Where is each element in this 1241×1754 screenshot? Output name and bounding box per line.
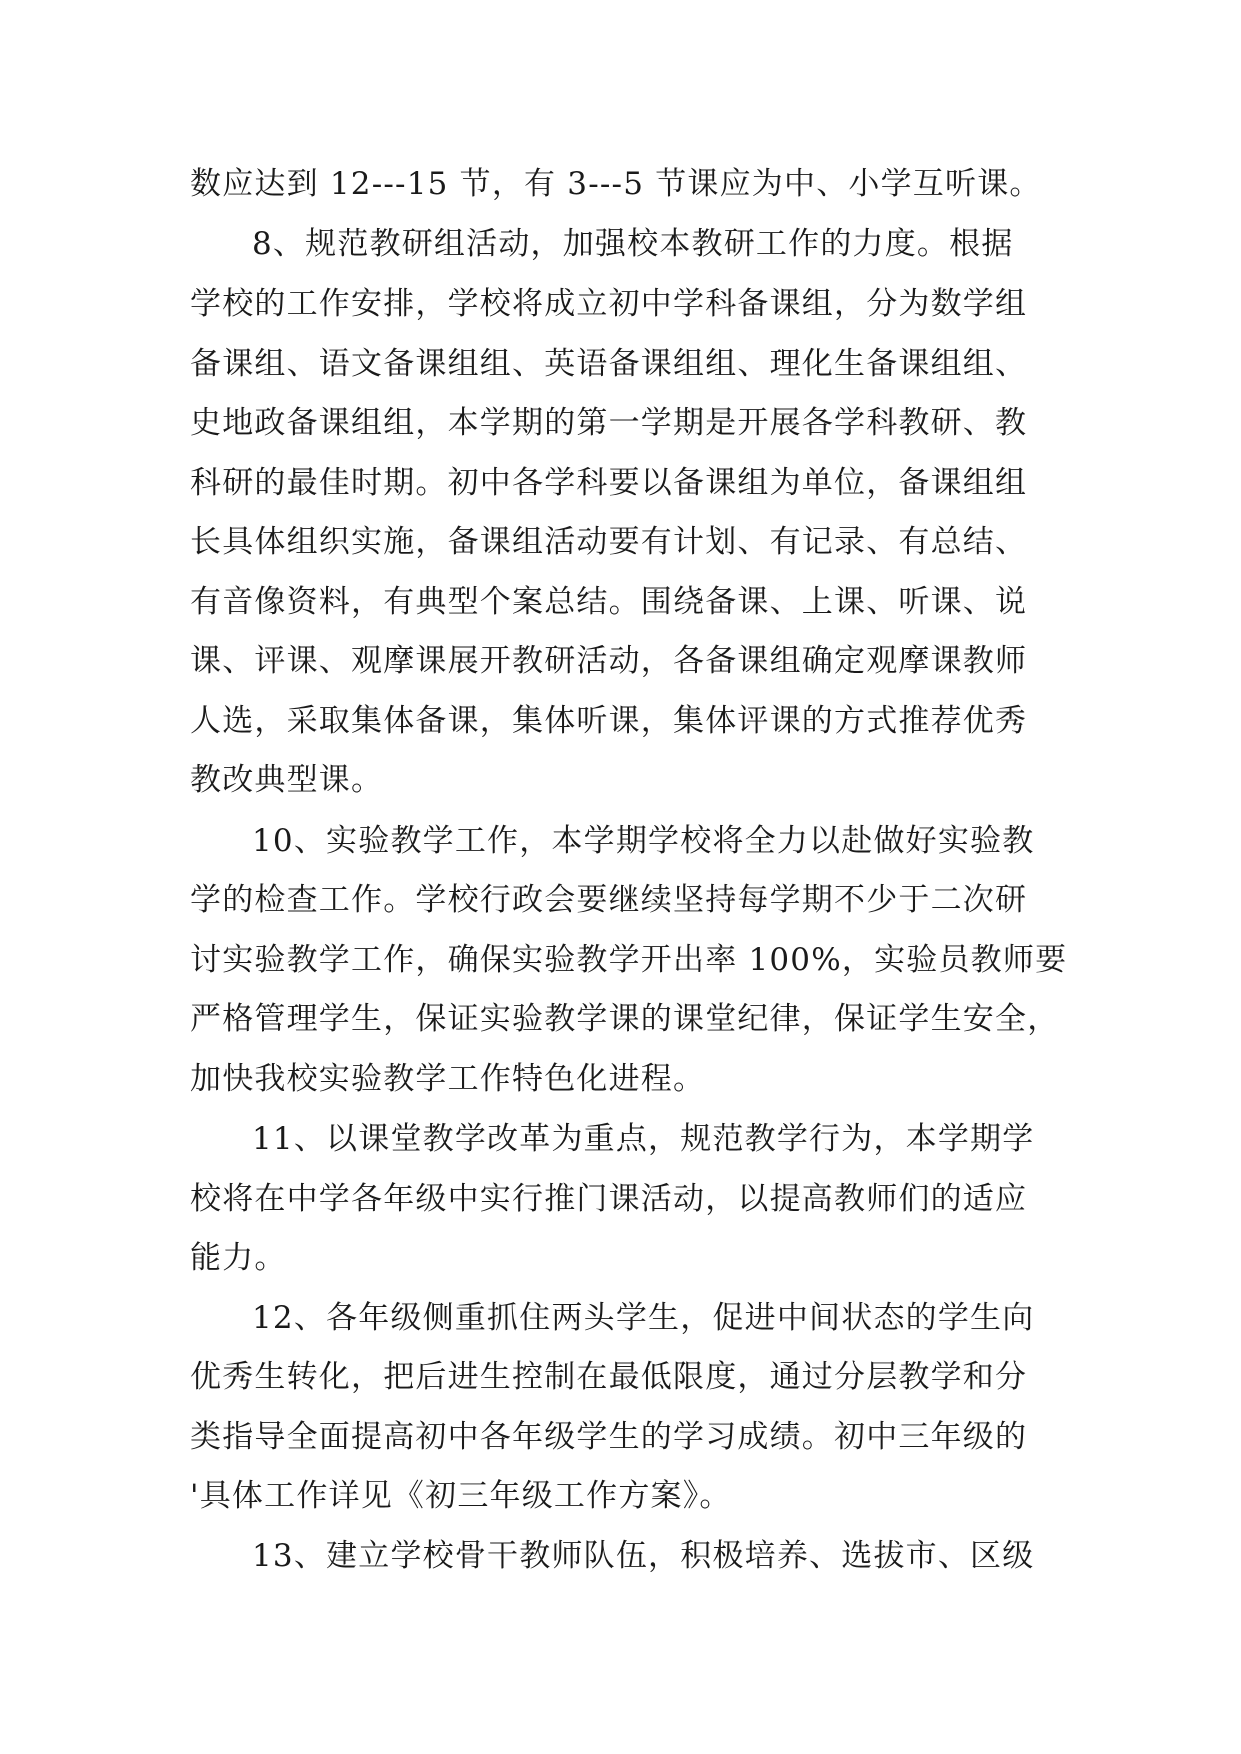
paragraph-11-line-1: 11、以课堂教学改革为重点，规范教学行为，本学期学 (252, 1121, 1035, 1157)
text-line: 优秀生转化，把后进生控制在最低限度，通过分层教学和分 (190, 1359, 1028, 1395)
text-line: 人选，采取集体备课，集体听课，集体评课的方式推荐优秀 (190, 703, 1028, 739)
text-line: 数应达到 12---15 节，有 3---5 节课应为中、小学互听课。 (190, 166, 1042, 202)
text-line: 教改典型课。 (190, 762, 384, 798)
text-line: 类指导全面提高初中各年级学生的学习成绩。初中三年级的 (190, 1419, 1028, 1455)
text-line: 学的检查工作。学校行政会要继续坚持每学期不少于二次研 (190, 882, 1028, 918)
text-line: 校将在中学各年级中实行推门课活动，以提高教师们的适应 (190, 1181, 1028, 1217)
text-line: 学校的工作安排，学校将成立初中学科备课组，分为数学组 (190, 286, 1028, 322)
text-line: 有音像资料，有典型个案总结。围绕备课、上课、听课、说 (190, 584, 1028, 620)
text-line: 长具体组织实施，备课组活动要有计划、有记录、有总结、 (190, 524, 1028, 560)
paragraph-12-line-1: 12、各年级侧重抓住两头学生，促进中间状态的学生向 (252, 1300, 1035, 1336)
text-line: 备课组、语文备课组组、英语备课组组、理化生备课组组、 (190, 346, 1028, 382)
paragraph-10-line-1: 10、实验教学工作，本学期学校将全力以赴做好实验教 (252, 823, 1035, 859)
text-line: 能力。 (190, 1240, 287, 1276)
paragraph-13-line-1: 13、建立学校骨干教师队伍，积极培养、选拔市、区级 (252, 1538, 1035, 1574)
text-line: '具体工作详见《初三年级工作方案》。 (190, 1478, 732, 1514)
text-line: 课、评课、观摩课展开教研活动，各备课组确定观摩课教师 (190, 643, 1028, 679)
text-line: 史地政备课组组，本学期的第一学期是开展各学科教研、教 (190, 405, 1028, 441)
text-line: 严格管理学生，保证实验教学课的课堂纪律，保证学生安全， (190, 1001, 1060, 1037)
text-line: 讨实验教学工作，确保实验教学开出率 100%，实验员教师要 (190, 942, 1068, 978)
text-line: 科研的最佳时期。初中各学科要以备课组为单位，备课组组 (190, 465, 1028, 501)
paragraph-8-line-1: 8、规范教研组活动，加强校本教研工作的力度。根据 (252, 226, 1014, 262)
text-line: 加快我校实验教学工作特色化进程。 (190, 1061, 706, 1097)
